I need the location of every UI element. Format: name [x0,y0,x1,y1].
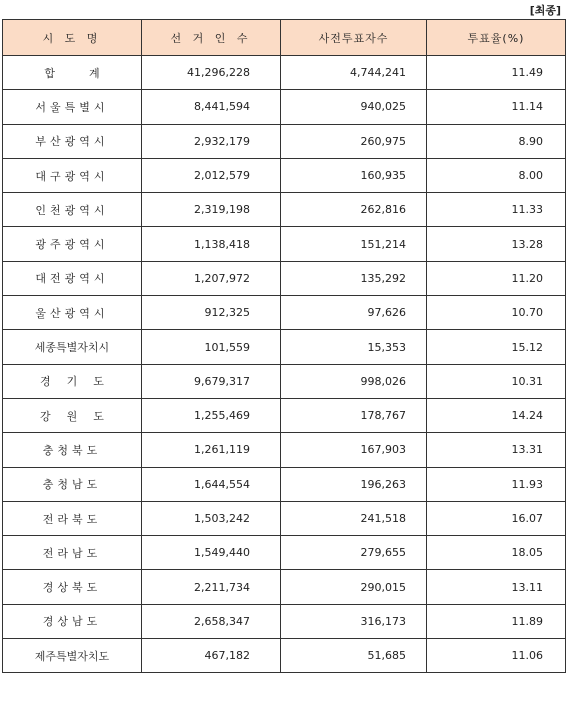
turnout-rate-cell: 16.07 [427,501,566,535]
voters-cell: 1,207,972 [142,261,281,295]
table-row [3,330,566,364]
table-row [3,124,566,158]
turnout-rate-cell: 10.70 [427,296,566,330]
early-voters-cell: 196,263 [281,467,427,501]
table-row [3,433,566,467]
voters-cell: 8,441,594 [142,90,281,124]
region-cell: 경기도 [3,364,142,398]
region-cell: 부산광역시 [3,124,142,158]
turnout-rate-cell: 11.06 [427,639,566,673]
early-voters-cell: 241,518 [281,501,427,535]
table-row [3,467,566,501]
region-cell: 경상북도 [3,570,142,604]
table-row [3,158,566,192]
table-row [3,227,566,261]
region-cell: 세종특별자치시 [3,330,142,364]
turnout-rate-cell: 10.31 [427,364,566,398]
early-voters-cell: 151,214 [281,227,427,261]
turnout-rate-cell: 14.24 [427,398,566,432]
table-row [3,364,566,398]
turnout-rate-cell: 13.28 [427,227,566,261]
early-voters-cell: 167,903 [281,433,427,467]
region-cell: 합계 [3,56,142,90]
region-cell: 인천광역시 [3,193,142,227]
voters-cell: 2,658,347 [142,604,281,638]
early-voters-cell: 4,744,241 [281,56,427,90]
turnout-table [2,19,566,673]
early-voters-cell: 940,025 [281,90,427,124]
header-early-voters: 사전투표자수 [281,20,427,56]
table-row [3,570,566,604]
table-row [3,90,566,124]
voters-cell: 9,679,317 [142,364,281,398]
voters-cell: 1,261,119 [142,433,281,467]
early-voters-cell: 262,816 [281,193,427,227]
turnout-rate-cell: 11.33 [427,193,566,227]
voters-cell: 2,211,734 [142,570,281,604]
voters-cell: 1,503,242 [142,501,281,535]
region-cell: 충청북도 [3,433,142,467]
early-voters-cell: 97,626 [281,296,427,330]
turnout-rate-cell: 11.20 [427,261,566,295]
status-label: [최종] [529,4,561,17]
voters-cell: 1,138,418 [142,227,281,261]
region-cell: 전라북도 [3,501,142,535]
table-row [3,639,566,673]
voters-cell: 2,012,579 [142,158,281,192]
early-voters-cell: 178,767 [281,398,427,432]
table-row [3,261,566,295]
early-voters-cell: 160,935 [281,158,427,192]
region-cell: 강원도 [3,398,142,432]
voters-cell: 2,319,198 [142,193,281,227]
early-voters-cell: 290,015 [281,570,427,604]
voters-cell: 2,932,179 [142,124,281,158]
region-cell: 전라남도 [3,536,142,570]
turnout-rate-cell: 8.90 [427,124,566,158]
turnout-rate-cell: 8.00 [427,158,566,192]
turnout-rate-cell: 15.12 [427,330,566,364]
region-cell: 대구광역시 [3,158,142,192]
region-cell: 울산광역시 [3,296,142,330]
turnout-rate-cell: 11.14 [427,90,566,124]
header-turnout-rate: 투표율(%) [427,20,566,56]
voters-cell: 467,182 [142,639,281,673]
voters-cell: 912,325 [142,296,281,330]
turnout-rate-cell: 18.05 [427,536,566,570]
early-voters-cell: 15,353 [281,330,427,364]
table-row [3,501,566,535]
voters-cell: 101,559 [142,330,281,364]
table-row [3,56,566,90]
early-voters-cell: 998,026 [281,364,427,398]
region-cell: 서울특별시 [3,90,142,124]
table-row [3,536,566,570]
early-voters-cell: 260,975 [281,124,427,158]
table-row [3,604,566,638]
header-region: 시 도 명 [3,20,142,56]
turnout-rate-cell: 11.93 [427,467,566,501]
turnout-rate-cell: 13.11 [427,570,566,604]
region-cell: 충청남도 [3,467,142,501]
table-row [3,398,566,432]
voters-cell: 1,549,440 [142,536,281,570]
header-row [3,20,566,56]
table-row [3,296,566,330]
voters-cell: 1,255,469 [142,398,281,432]
turnout-rate-cell: 11.49 [427,56,566,90]
region-cell: 대전광역시 [3,261,142,295]
table-row [3,193,566,227]
turnout-rate-cell: 13.31 [427,433,566,467]
region-cell: 제주특별자치도 [3,639,142,673]
voters-cell: 41,296,228 [142,56,281,90]
turnout-rate-cell: 11.89 [427,604,566,638]
early-voters-cell: 135,292 [281,261,427,295]
region-cell: 광주광역시 [3,227,142,261]
early-voters-cell: 51,685 [281,639,427,673]
region-cell: 경상남도 [3,604,142,638]
early-voters-cell: 316,173 [281,604,427,638]
early-voters-cell: 279,655 [281,536,427,570]
header-voters: 선 거 인 수 [142,20,281,56]
voters-cell: 1,644,554 [142,467,281,501]
